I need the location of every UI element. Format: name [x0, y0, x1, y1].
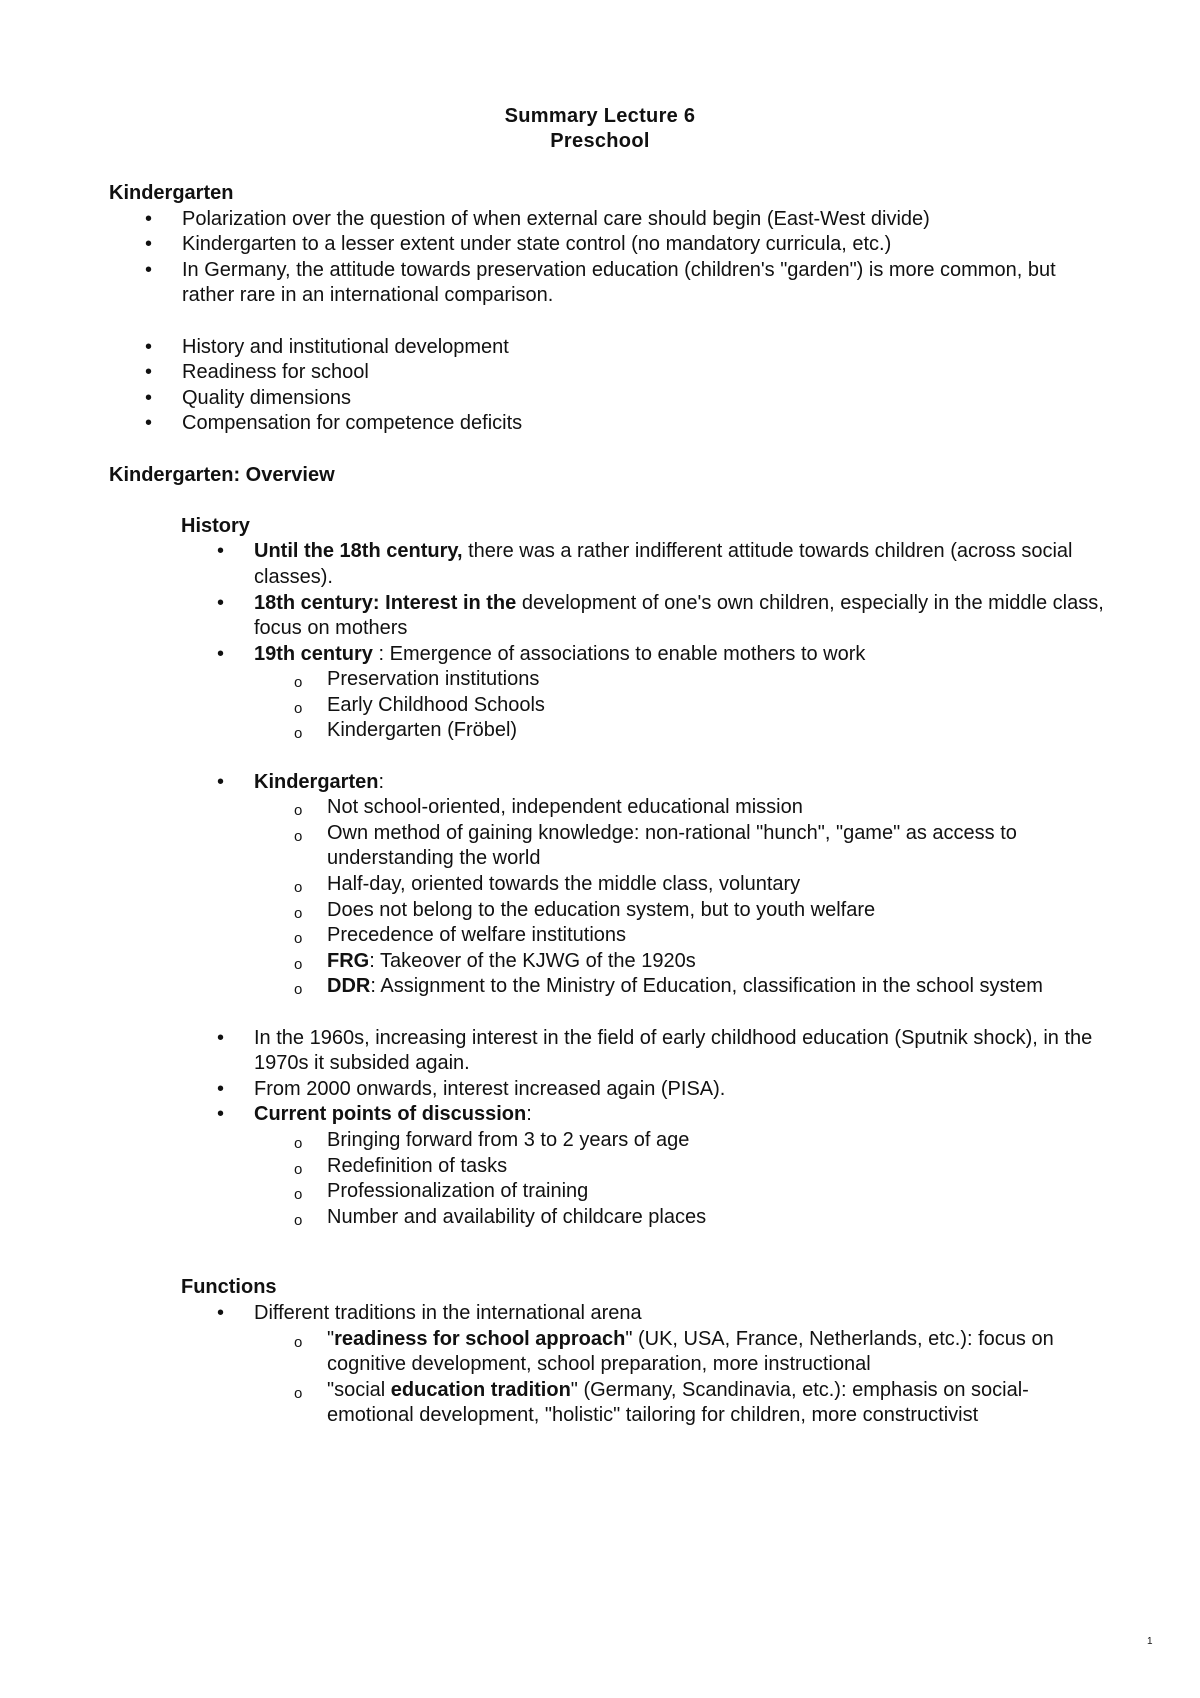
sublist-item [254, 974, 1109, 1000]
sublist-item: o Precedence of welfare institutions [254, 923, 1109, 949]
item-text: " (Germany, Scandinavia, etc.): emphasis on social-emotional development, "holistic" tailoring for children, more constructivist [327, 1378, 1029, 1427]
bold-lead: Until the 18th century, [254, 540, 463, 563]
list-item: • History and institutional development [109, 335, 1109, 361]
list-item [181, 591, 1109, 642]
subsection-heading-functions: Functions [181, 1276, 277, 1299]
bold-lead: Current points of discussion [254, 1103, 527, 1126]
sublist-item: o Kindergarten (Fröbel) [254, 718, 1109, 744]
list-item [181, 539, 1109, 590]
bold-lead: DDR [327, 975, 371, 998]
section-heading-kindergarten: Kindergarten [109, 182, 234, 204]
list-item [181, 770, 1109, 1026]
sublist-item [254, 949, 1109, 975]
history-bullets [181, 539, 1109, 1230]
kindergarten-bullets [109, 207, 1109, 309]
list-item [181, 642, 1109, 770]
list-item [181, 1301, 1109, 1429]
sublist-item: o Half-day, oriented towards the middle class, voluntary [254, 872, 1109, 898]
section-heading-overview: Kindergarten: Overview [109, 463, 335, 486]
sublist-item: o Does not belong to the education system, but to youth welfare [254, 898, 1109, 924]
sublist-item: o Bringing forward from 3 to 2 years of age [254, 1128, 1109, 1154]
document-title [0, 104, 1200, 154]
list-item: • Kindergarten to a lesser extent under state control (no mandatory curricula, etc.) [109, 232, 1109, 258]
item-text: : Emergence of associations to enable mothers to work [372, 642, 866, 665]
item-text: : [526, 1103, 532, 1126]
item-text: " (UK, USA, France, Netherlands, etc.): focus on cognitive development, school preparation, more instructional [327, 1327, 1054, 1376]
sublist [254, 795, 1109, 1000]
functions-bullets [181, 1301, 1109, 1429]
list-item: • Readiness for school [109, 360, 1109, 386]
list-item: • Compensation for competence deficits [109, 411, 1109, 437]
bold-lead: FRG [327, 949, 370, 972]
page-number: 1 [1147, 1636, 1153, 1647]
sublist-item: o Number and availability of childcare places [254, 1205, 1109, 1231]
kindergarten-topics [109, 335, 1109, 437]
list-item: • In the 1960s, increasing interest in the field of early childhood education (Sputnik shock), in the 1970s it subsided again. [181, 1026, 1109, 1077]
list-item: • In Germany, the attitude towards preservation education (children's "garden") is more common, but rather rare in an international comparison. [109, 258, 1109, 309]
sublist [254, 1128, 1109, 1230]
list-item: • From 2000 onwards, interest increased again (PISA). [181, 1077, 1109, 1103]
bold-lead: 18th century: Interest in the [254, 591, 517, 614]
item-text: : Assignment to the Ministry of Education, classification in the school system [370, 975, 1043, 998]
sublist-item: o Professionalization of training [254, 1179, 1109, 1205]
sublist [254, 1327, 1109, 1429]
bold-lead: 19th century [254, 642, 373, 665]
title-line-2: Preschool [550, 130, 650, 152]
sublist-item: o Not school-oriented, independent educational mission [254, 795, 1109, 821]
list-item: • Polarization over the question of when external care should begin (East-West divide) [109, 207, 1109, 233]
sublist-item [254, 1327, 1109, 1378]
subsection-heading-history: History [181, 514, 250, 537]
bold-lead: readiness for school approach [334, 1327, 626, 1350]
item-text: development of one's own children, especially in the middle class, focus on mothers [254, 591, 1104, 640]
item-text: : Takeover of the KJWG of the 1920s [369, 949, 696, 972]
title-line-1: Summary Lecture 6 [504, 105, 696, 127]
sublist-item: o Own method of gaining knowledge: non-rational "hunch", "game" as access to understanding the world [254, 821, 1109, 872]
item-text: there was a rather indifferent attitude towards children (across social classes). [254, 540, 1073, 588]
item-text: : [378, 770, 385, 793]
item-text: Different traditions in the international arena [254, 1301, 642, 1324]
bold-lead: education tradition [390, 1378, 571, 1401]
quote-open: " [327, 1327, 335, 1350]
history-section [181, 514, 1109, 1429]
quote-open: "social [327, 1378, 391, 1401]
sublist-item: o Early Childhood Schools [254, 693, 1109, 719]
bold-lead: Kindergarten [254, 770, 379, 793]
list-item [181, 1102, 1109, 1230]
sublist-item [254, 1378, 1109, 1429]
sublist-item: o Redefinition of tasks [254, 1154, 1109, 1180]
list-item: • Quality dimensions [109, 386, 1109, 412]
sublist-item: o Preservation institutions [254, 667, 1109, 693]
sublist [254, 667, 1109, 744]
document-body [109, 181, 1109, 1429]
